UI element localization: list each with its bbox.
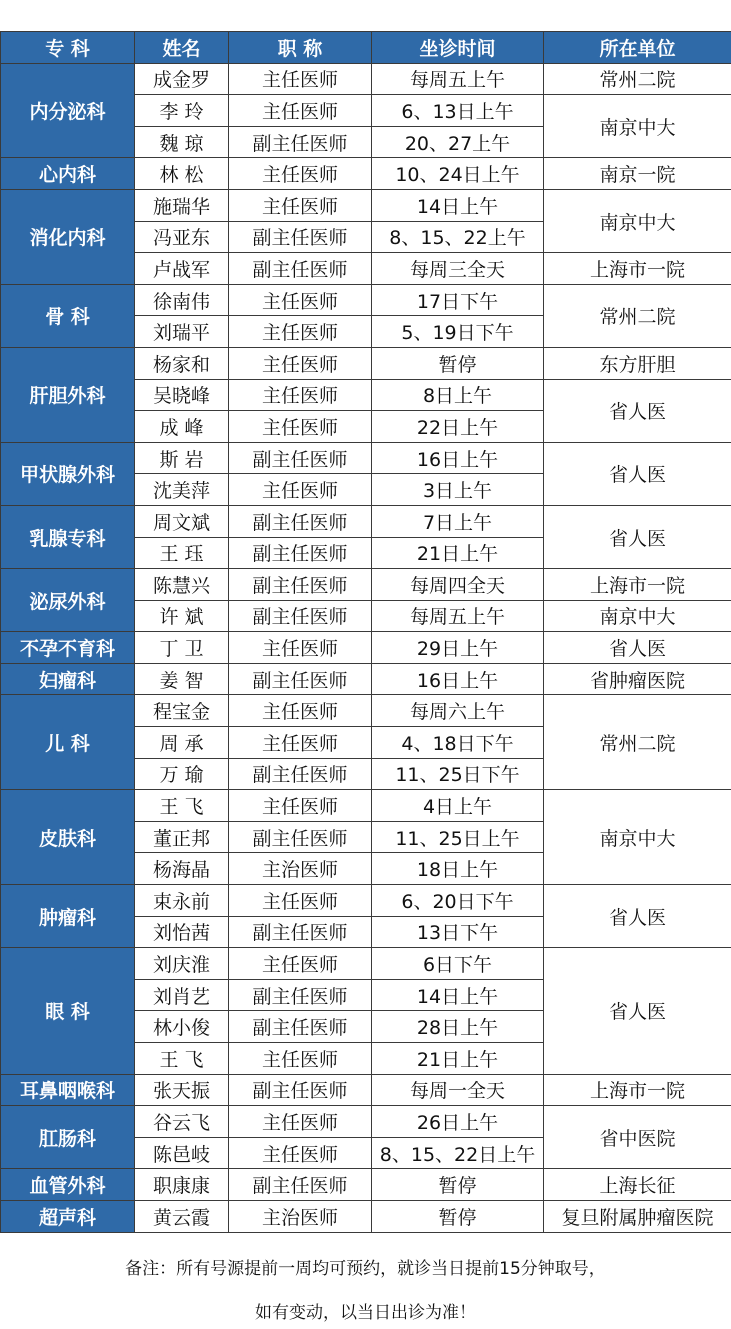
clinic-time-cell: 4、18日下午 <box>372 727 544 759</box>
doctor-title-cell: 主任医师 <box>229 411 372 443</box>
header-title: 职 称 <box>229 32 372 64</box>
doctor-name-cell: 魏 琼 <box>135 126 229 158</box>
hospital-unit-cell: 常州二院 <box>544 63 731 95</box>
department-cell: 消化内科 <box>1 189 135 284</box>
doctor-name-cell: 陈邑岐 <box>135 1137 229 1169</box>
clinic-time-cell: 29日上午 <box>372 632 544 664</box>
doctor-name-cell: 杨海晶 <box>135 853 229 885</box>
hospital-unit-cell: 上海长征 <box>544 1169 731 1201</box>
department-cell: 泌尿外科 <box>1 569 135 632</box>
clinic-time-cell: 10、24日上午 <box>372 158 544 190</box>
clinic-time-cell: 28日上午 <box>372 1011 544 1043</box>
doctor-title-cell: 主任医师 <box>229 1106 372 1138</box>
department-cell: 妇瘤科 <box>1 663 135 695</box>
department-cell: 内分泌科 <box>1 63 135 158</box>
clinic-time-cell: 11、25日上午 <box>372 821 544 853</box>
doctor-title-cell: 副主任医师 <box>229 126 372 158</box>
clinic-time-cell: 每周四全天 <box>372 569 544 601</box>
doctor-title-cell: 主任医师 <box>229 189 372 221</box>
hospital-unit-cell: 省人医 <box>544 379 731 442</box>
table-row <box>1 347 731 379</box>
clinic-time-cell: 暂停 <box>372 1200 544 1232</box>
clinic-time-cell: 20、27上午 <box>372 126 544 158</box>
doctor-name-cell: 谷云飞 <box>135 1106 229 1138</box>
doctor-name-cell: 许 斌 <box>135 600 229 632</box>
doctor-name-cell: 丁 卫 <box>135 632 229 664</box>
department-cell: 乳腺专科 <box>1 505 135 568</box>
hospital-unit-cell: 上海市一院 <box>544 1074 731 1106</box>
doctor-title-cell: 主治医师 <box>229 1200 372 1232</box>
doctor-title-cell: 主任医师 <box>229 379 372 411</box>
table-row <box>1 505 731 537</box>
doctor-name-cell: 吴晓峰 <box>135 379 229 411</box>
doctor-title-cell: 副主任医师 <box>229 821 372 853</box>
table-row <box>1 1106 731 1138</box>
doctor-title-cell: 主任医师 <box>229 948 372 980</box>
table-row <box>1 158 731 190</box>
clinic-time-cell: 每周一全天 <box>372 1074 544 1106</box>
doctor-name-cell: 刘肖艺 <box>135 979 229 1011</box>
department-cell: 皮肤科 <box>1 790 135 885</box>
doctor-title-cell: 副主任医师 <box>229 663 372 695</box>
clinic-time-cell: 每周五上午 <box>372 63 544 95</box>
doctor-title-cell: 副主任医师 <box>229 537 372 569</box>
doctor-name-cell: 万 瑜 <box>135 758 229 790</box>
doctor-name-cell: 陈慧兴 <box>135 569 229 601</box>
table-row <box>1 284 731 316</box>
table-row <box>1 63 731 95</box>
header-unit: 所在单位 <box>544 32 731 64</box>
hospital-unit-cell: 省人医 <box>544 948 731 1074</box>
doctor-title-cell: 副主任医师 <box>229 916 372 948</box>
note-line-2: 如有变动，以当日出诊为准！ <box>255 1303 476 1323</box>
doctor-title-cell: 主任医师 <box>229 284 372 316</box>
table-row <box>1 1200 731 1232</box>
clinic-time-cell: 8、15、22日上午 <box>372 1137 544 1169</box>
table-row <box>1 632 731 664</box>
doctor-title-cell: 副主任医师 <box>229 569 372 601</box>
department-cell: 儿 科 <box>1 695 135 790</box>
schedule-body <box>1 63 731 1232</box>
doctor-title-cell: 主任医师 <box>229 158 372 190</box>
doctor-name-cell: 卢战军 <box>135 253 229 285</box>
doctor-title-cell: 副主任医师 <box>229 758 372 790</box>
department-cell: 甲状腺外科 <box>1 442 135 505</box>
hospital-unit-cell: 省人医 <box>544 632 731 664</box>
doctor-title-cell: 副主任医师 <box>229 442 372 474</box>
table-row <box>1 569 731 601</box>
hospital-unit-cell: 常州二院 <box>544 284 731 347</box>
doctor-name-cell: 王 珏 <box>135 537 229 569</box>
clinic-time-cell: 16日上午 <box>372 663 544 695</box>
clinic-time-cell: 14日上午 <box>372 189 544 221</box>
table-row <box>1 790 731 822</box>
doctor-name-cell: 斯 岩 <box>135 442 229 474</box>
clinic-time-cell: 6、13日上午 <box>372 95 544 127</box>
doctor-name-cell: 周文斌 <box>135 505 229 537</box>
doctor-title-cell: 副主任医师 <box>229 979 372 1011</box>
hospital-unit-cell: 省肿瘤医院 <box>544 663 731 695</box>
department-cell: 眼 科 <box>1 948 135 1074</box>
doctor-name-cell: 成金罗 <box>135 63 229 95</box>
doctor-name-cell: 王 飞 <box>135 790 229 822</box>
doctor-title-cell: 主任医师 <box>229 95 372 127</box>
clinic-time-cell: 8、15、22上午 <box>372 221 544 253</box>
doctor-title-cell: 主任医师 <box>229 727 372 759</box>
doctor-name-cell: 黄云霞 <box>135 1200 229 1232</box>
doctor-title-cell: 主任医师 <box>229 1043 372 1075</box>
department-cell: 心内科 <box>1 158 135 190</box>
clinic-time-cell: 11、25日下午 <box>372 758 544 790</box>
table-row <box>1 663 731 695</box>
doctor-name-cell: 职康康 <box>135 1169 229 1201</box>
clinic-time-cell: 3日上午 <box>372 474 544 506</box>
doctor-name-cell: 杨家和 <box>135 347 229 379</box>
hospital-unit-cell: 省中医院 <box>544 1106 731 1169</box>
doctor-name-cell: 施瑞华 <box>135 189 229 221</box>
doctor-title-cell: 主任医师 <box>229 63 372 95</box>
clinic-time-cell: 17日下午 <box>372 284 544 316</box>
clinic-time-cell: 8日上午 <box>372 379 544 411</box>
clinic-time-cell: 22日上午 <box>372 411 544 443</box>
clinic-time-cell: 14日上午 <box>372 979 544 1011</box>
doctor-title-cell: 主任医师 <box>229 790 372 822</box>
department-cell: 肛肠科 <box>1 1106 135 1169</box>
doctor-name-cell: 李 玲 <box>135 95 229 127</box>
doctor-title-cell: 副主任医师 <box>229 1074 372 1106</box>
doctor-name-cell: 冯亚东 <box>135 221 229 253</box>
doctor-title-cell: 副主任医师 <box>229 1011 372 1043</box>
doctor-name-cell: 刘庆淮 <box>135 948 229 980</box>
doctor-name-cell: 刘怡茜 <box>135 916 229 948</box>
doctor-title-cell: 主治医师 <box>229 853 372 885</box>
doctor-name-cell: 董正邦 <box>135 821 229 853</box>
doctor-name-cell: 刘瑞平 <box>135 316 229 348</box>
table-row <box>1 885 731 917</box>
hospital-unit-cell: 省人医 <box>544 505 731 568</box>
clinic-time-cell: 21日上午 <box>372 537 544 569</box>
table-row <box>1 948 731 980</box>
doctor-name-cell: 周 承 <box>135 727 229 759</box>
clinic-time-cell: 6日下午 <box>372 948 544 980</box>
clinic-time-cell: 每周五上午 <box>372 600 544 632</box>
doctor-title-cell: 主任医师 <box>229 474 372 506</box>
clinic-time-cell: 4日上午 <box>372 790 544 822</box>
table-row <box>1 1074 731 1106</box>
table-row <box>1 442 731 474</box>
doctor-title-cell: 主任医师 <box>229 632 372 664</box>
hospital-unit-cell: 复旦附属肿瘤医院 <box>544 1200 731 1232</box>
hospital-unit-cell: 南京中大 <box>544 189 731 252</box>
header-department: 专 科 <box>1 32 135 64</box>
doctor-name-cell: 成 峰 <box>135 411 229 443</box>
doctor-title-cell: 主任医师 <box>229 347 372 379</box>
clinic-time-cell: 16日上午 <box>372 442 544 474</box>
department-cell: 骨 科 <box>1 284 135 347</box>
doctor-title-cell: 副主任医师 <box>229 600 372 632</box>
doctor-title-cell: 主任医师 <box>229 885 372 917</box>
schedule-table <box>0 31 731 1233</box>
doctor-name-cell: 林 松 <box>135 158 229 190</box>
doctor-title-cell: 主任医师 <box>229 695 372 727</box>
hospital-unit-cell: 南京中大 <box>544 600 731 632</box>
department-cell: 超声科 <box>1 1200 135 1232</box>
doctor-name-cell: 姜 智 <box>135 663 229 695</box>
doctor-name-cell: 束永前 <box>135 885 229 917</box>
note-line-1: 备注：所有号源提前一周均可预约，就诊当日提前15分钟取号， <box>125 1259 606 1279</box>
hospital-unit-cell: 南京中大 <box>544 95 731 158</box>
clinic-time-cell: 每周六上午 <box>372 695 544 727</box>
clinic-time-cell: 18日上午 <box>372 853 544 885</box>
clinic-time-cell: 6、20日下午 <box>372 885 544 917</box>
doctor-name-cell: 林小俊 <box>135 1011 229 1043</box>
hospital-unit-cell: 省人医 <box>544 885 731 948</box>
department-cell: 血管外科 <box>1 1169 135 1201</box>
clinic-time-cell: 21日上午 <box>372 1043 544 1075</box>
department-cell: 肝胆外科 <box>1 347 135 442</box>
clinic-time-cell: 暂停 <box>372 347 544 379</box>
clinic-time-cell: 13日下午 <box>372 916 544 948</box>
department-cell: 耳鼻咽喉科 <box>1 1074 135 1106</box>
hospital-unit-cell: 省人医 <box>544 442 731 505</box>
clinic-time-cell: 26日上午 <box>372 1106 544 1138</box>
doctor-title-cell: 主任医师 <box>229 316 372 348</box>
hospital-unit-cell: 上海市一院 <box>544 253 731 285</box>
header-time: 坐诊时间 <box>372 32 544 64</box>
clinic-time-cell: 5、19日下午 <box>372 316 544 348</box>
doctor-name-cell: 沈美萍 <box>135 474 229 506</box>
doctor-name-cell: 程宝金 <box>135 695 229 727</box>
clinic-time-cell: 每周三全天 <box>372 253 544 285</box>
doctor-title-cell: 主任医师 <box>229 1137 372 1169</box>
hospital-unit-cell: 上海市一院 <box>544 569 731 601</box>
doctor-title-cell: 副主任医师 <box>229 1169 372 1201</box>
hospital-unit-cell: 东方肝胆 <box>544 347 731 379</box>
doctor-title-cell: 副主任医师 <box>229 253 372 285</box>
hospital-unit-cell: 南京一院 <box>544 158 731 190</box>
table-row <box>1 1169 731 1201</box>
doctor-title-cell: 副主任医师 <box>229 221 372 253</box>
table-row <box>1 695 731 727</box>
clinic-time-cell: 7日上午 <box>372 505 544 537</box>
hospital-unit-cell: 常州二院 <box>544 695 731 790</box>
header-row <box>1 32 731 64</box>
header-name: 姓名 <box>135 32 229 64</box>
doctor-title-cell: 副主任医师 <box>229 505 372 537</box>
table-row <box>1 189 731 221</box>
hospital-unit-cell: 南京中大 <box>544 790 731 885</box>
clinic-time-cell: 暂停 <box>372 1169 544 1201</box>
department-cell: 肿瘤科 <box>1 885 135 948</box>
doctor-name-cell: 徐南伟 <box>135 284 229 316</box>
doctor-name-cell: 王 飞 <box>135 1043 229 1075</box>
doctor-name-cell: 张天振 <box>135 1074 229 1106</box>
department-cell: 不孕不育科 <box>1 632 135 664</box>
